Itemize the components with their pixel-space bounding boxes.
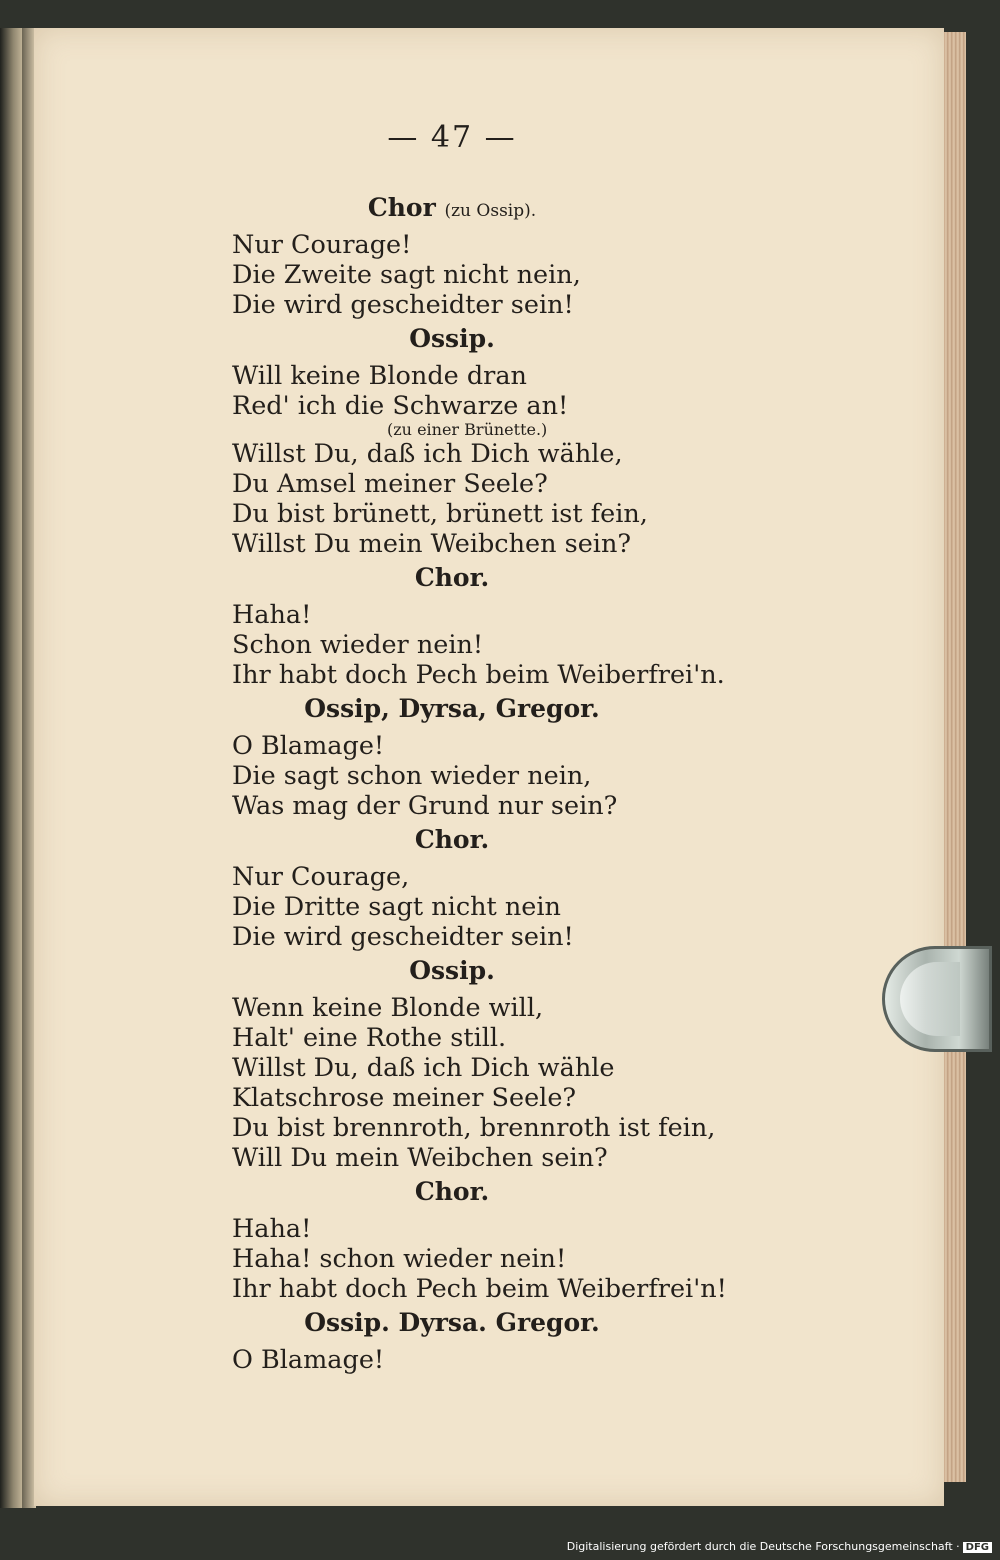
digitization-credit bbox=[567, 1540, 992, 1553]
verse-line: Du bist brünett, brünett ist fein, bbox=[232, 499, 648, 529]
speaker-heading: Ossip. bbox=[409, 956, 495, 985]
verse-line: Schon wieder nein! bbox=[232, 630, 484, 660]
verse-line: Willst Du mein Weibchen sein? bbox=[232, 529, 632, 559]
verse-line: Will keine Blonde dran bbox=[232, 361, 527, 391]
verse-line: Nur Courage, bbox=[232, 862, 410, 892]
verse-line: Die Zweite sagt nicht nein, bbox=[232, 260, 581, 290]
verse-line: Haha! bbox=[232, 1214, 312, 1244]
credit-text: Digitalisierung gefördert durch die Deutsche Forschungsgemeinschaft · bbox=[566, 1540, 960, 1553]
dfg-logo: DFG bbox=[963, 1542, 992, 1553]
verse-line: Will Du mein Weibchen sein? bbox=[232, 1143, 608, 1173]
speaker-heading: Ossip. bbox=[409, 324, 495, 353]
verse-line: Halt' eine Rothe still. bbox=[232, 1023, 507, 1053]
verse-block bbox=[232, 563, 752, 690]
page-number: — 47 — bbox=[387, 120, 517, 155]
speaker-heading: Ossip, Dyrsa, Gregor. bbox=[304, 694, 600, 723]
speaker-heading: Chor. bbox=[414, 1177, 490, 1206]
speaker-aside: (zu Ossip). bbox=[444, 201, 537, 221]
verse-line: O Blamage! bbox=[232, 1345, 385, 1375]
speaker-heading: Chor. bbox=[414, 825, 490, 854]
stage-direction: (zu einer Brünette.) bbox=[387, 420, 548, 439]
verse-block bbox=[232, 1308, 752, 1375]
verse-line: Haha! bbox=[232, 600, 312, 630]
speaker-heading: Ossip. Dyrsa. Gregor. bbox=[304, 1308, 600, 1337]
verse-line: Willst Du, daß ich Dich wähle bbox=[232, 1053, 615, 1083]
verse-block bbox=[232, 193, 752, 320]
verse-line: Haha! schon wieder nein! bbox=[232, 1244, 567, 1274]
page-stack-edge bbox=[944, 32, 966, 1482]
verse-line: Klatschrose meiner Seele? bbox=[232, 1083, 577, 1113]
verse-line: Die wird gescheidter sein! bbox=[232, 290, 574, 320]
verse-line: Du Amsel meiner Seele? bbox=[232, 469, 548, 499]
verse-line: Ihr habt doch Pech beim Weiberfrei'n. bbox=[232, 660, 725, 690]
verse-block bbox=[232, 694, 752, 821]
speaker-heading bbox=[232, 193, 672, 222]
verse-line: Willst Du, daß ich Dich wähle, bbox=[232, 439, 623, 469]
verse-line: Die Dritte sagt nicht nein bbox=[232, 892, 561, 922]
verse-line: Die sagt schon wieder nein, bbox=[232, 761, 592, 791]
verse-line: Nur Courage! bbox=[232, 230, 412, 260]
verse-line: Red' ich die Schwarze an! bbox=[232, 391, 569, 421]
verse-block bbox=[232, 1177, 752, 1304]
verse-line: Du bist brennroth, brennroth ist fein, bbox=[232, 1113, 716, 1143]
verse-line: Wenn keine Blonde will, bbox=[232, 993, 544, 1023]
left-page-edge bbox=[0, 28, 24, 1508]
verse-line: Was mag der Grund nur sein? bbox=[232, 791, 618, 821]
verse-line: Ihr habt doch Pech beim Weiberfrei'n! bbox=[232, 1274, 727, 1304]
page-text bbox=[232, 120, 752, 1375]
speaker-heading: Chor. bbox=[414, 563, 490, 592]
verse-block bbox=[232, 324, 752, 559]
verse-block bbox=[232, 825, 752, 952]
verse-line: Die wird gescheidter sein! bbox=[232, 922, 574, 952]
verse-line: O Blamage! bbox=[232, 731, 385, 761]
speaker-name: Chor bbox=[367, 193, 436, 222]
verse-block bbox=[232, 956, 752, 1173]
